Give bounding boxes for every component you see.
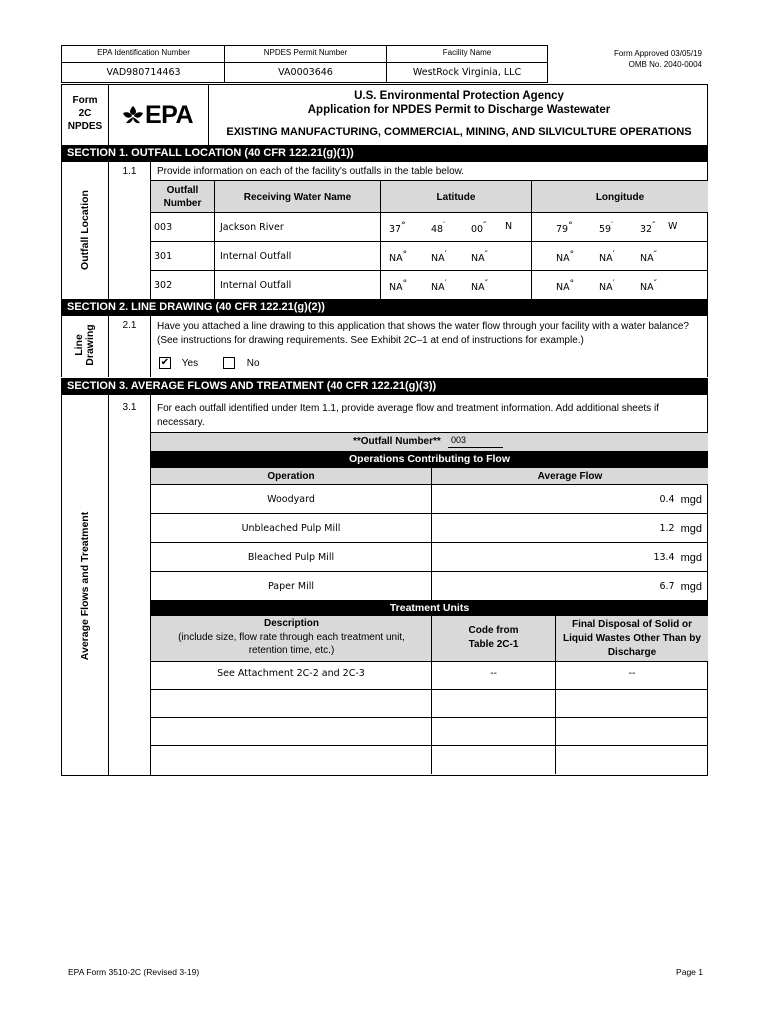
lat-minutes: [431, 279, 447, 293]
treatment-final-disposal[interactable]: [556, 746, 708, 774]
receiving-water-value[interactable]: Internal Outfall: [215, 242, 381, 271]
yes-label: Yes: [181, 357, 199, 369]
average-flow-value: 1.2: [659, 523, 675, 534]
col-latitude: Latitude: [381, 181, 532, 213]
epa-logo: [109, 85, 209, 145]
operations-bar: Operations Contributing to Flow: [151, 451, 708, 468]
lon-seconds-unit: ″: [653, 279, 657, 289]
lon-degrees-value: 79: [556, 224, 569, 236]
receiving-water-value[interactable]: Jackson River: [215, 213, 381, 242]
lat-degrees-value: NA: [389, 282, 403, 294]
form-type: NPDES: [67, 121, 103, 132]
lat-seconds: [471, 250, 488, 264]
lon-minutes: [599, 250, 615, 264]
lon-seconds-value: 32: [640, 224, 653, 236]
npdes-value: VA0003646: [278, 67, 333, 78]
average-flow-value: 13.4: [653, 552, 675, 563]
form-word: Form: [72, 95, 98, 106]
lon-minutes-value: NA: [599, 253, 613, 265]
section3-side: [62, 395, 109, 775]
outfall-number-value[interactable]: 003: [151, 213, 215, 242]
average-flow-value: 6.7: [659, 581, 675, 592]
longitude-cell[interactable]: [532, 271, 708, 300]
form-approved: Form Approved 03/05/19: [613, 49, 702, 58]
application-title: Application for NPDES Permit to Discharge Wastewater: [307, 104, 611, 116]
lon-seconds: [640, 250, 657, 264]
section1-side: [62, 162, 109, 299]
treatment-row: [151, 718, 708, 746]
facility-value: WestRock Virginia, LLC: [412, 67, 522, 78]
treatment-table: [151, 616, 708, 775]
lat-minutes: [431, 221, 445, 235]
col-operation: Operation: [151, 468, 432, 485]
lat-seconds-value: NA: [471, 253, 485, 265]
item-3-1: 3.1: [122, 402, 137, 413]
lat-minutes: [431, 250, 447, 264]
lon-degrees-value: NA: [556, 282, 570, 294]
lat-seconds: [471, 279, 488, 293]
lat-degrees-value: NA: [389, 253, 403, 265]
facility-label: Facility Name: [442, 48, 492, 57]
agency-title: U.S. Environmental Protection Agency: [354, 90, 564, 102]
section2-question: Have you attached a line drawing to this application that shows the water flow through your facility with a water balance? (See instructions for drawing requirements. See Exhibit 2C–1 at end of instructions for example.): [157, 321, 689, 346]
latitude-cell[interactable]: [381, 213, 532, 242]
col-longitude: Longitude: [595, 191, 645, 203]
outfall-row: [151, 271, 708, 300]
col-description-title: Description: [263, 618, 319, 629]
col-code: [432, 616, 556, 662]
col-outfall-number: Outfall Number: [151, 181, 215, 213]
lat-hemisphere: [505, 221, 512, 232]
treatment-code[interactable]: [432, 718, 556, 746]
lat-degrees: [389, 221, 406, 235]
epa-logo-text: EPA: [145, 101, 194, 129]
col-average-flow: Average Flow: [537, 471, 603, 482]
operation-row: [151, 485, 708, 514]
average-flow-cell[interactable]: [432, 572, 708, 601]
yes-checkbox[interactable]: ✔: [160, 357, 170, 368]
outfall-row: [151, 213, 708, 242]
treatment-row: [151, 690, 708, 718]
lat-minutes-value: NA: [431, 253, 445, 265]
treatment-code[interactable]: --: [432, 662, 556, 690]
lon-minutes: [599, 279, 615, 293]
lon-minutes-value: 59: [599, 224, 612, 236]
longitude-cell[interactable]: [532, 213, 708, 242]
treatment-code[interactable]: [432, 690, 556, 718]
receiving-water-value[interactable]: Internal Outfall: [215, 271, 381, 300]
npdes-cell: [225, 46, 387, 82]
section1-title: SECTION 1. OUTFALL LOCATION (40 CFR 122.21(g)(1)): [61, 145, 708, 162]
epa-id-cell: [62, 46, 225, 82]
treatment-row: [151, 746, 708, 774]
lon-seconds-value: NA: [640, 253, 654, 265]
lon-hemisphere: [668, 221, 677, 232]
lon-degrees-value: NA: [556, 253, 570, 265]
lat-seconds-value: NA: [471, 282, 485, 294]
lon-seconds: [640, 279, 657, 293]
average-flow-unit: mgd: [680, 551, 702, 564]
lat-seconds-unit: ″: [484, 250, 488, 260]
lat-minutes-value: NA: [431, 282, 445, 294]
footer-page-number: Page 1: [676, 967, 703, 977]
lon-hemisphere-value: W: [668, 221, 678, 232]
lat-degrees: [389, 250, 407, 264]
treatment-description[interactable]: [151, 690, 432, 718]
longitude-cell[interactable]: [532, 242, 708, 271]
lat-hemisphere-value: N: [505, 221, 513, 232]
outfall-table: [151, 180, 708, 299]
col-description: [151, 616, 432, 662]
header-id-table: [61, 45, 548, 83]
form-id-box: [62, 85, 109, 145]
col-description-detail: (include size, flow rate through each treatment unit, retention time, etc.): [178, 632, 405, 656]
average-flow-cell[interactable]: [432, 485, 708, 514]
lon-minutes-unit: ′: [612, 250, 615, 260]
treatment-row: [151, 662, 708, 690]
treatment-code[interactable]: [432, 746, 556, 774]
omb-number: OMB No. 2040-0004: [628, 60, 702, 69]
lat-minutes-unit: ′: [443, 221, 446, 231]
line-drawing-label: [74, 314, 96, 376]
lon-minutes: [599, 221, 613, 235]
outfall-location-label: Outfall Location: [79, 190, 91, 270]
col-code-line2: Table 2C-1: [468, 639, 519, 650]
lon-degrees: [556, 221, 573, 235]
treatment-bar: Treatment Units: [151, 600, 708, 616]
lon-degrees: [556, 279, 574, 293]
average-flow-cell[interactable]: [432, 543, 708, 572]
item-1-1: 1.1: [122, 166, 137, 177]
lon-seconds: [640, 221, 655, 235]
npdes-label: NPDES Permit Number: [263, 48, 348, 57]
latitude-cell[interactable]: [381, 242, 532, 271]
average-flow-unit: mgd: [680, 522, 702, 535]
outfall-number-row: [151, 432, 708, 451]
epa-flower-icon: [121, 104, 145, 126]
lat-minutes-unit: ′: [444, 250, 447, 260]
operation-name[interactable]: Paper Mill: [151, 572, 432, 601]
lon-degrees-unit: °: [569, 279, 575, 289]
treatment-final-disposal[interactable]: [556, 718, 708, 746]
outfall-row: [151, 242, 708, 271]
form-number: 2C: [78, 108, 92, 119]
lon-seconds-unit: ″: [653, 250, 657, 260]
operation-name[interactable]: Unbleached Pulp Mill: [151, 514, 432, 543]
treatment-description[interactable]: [151, 718, 432, 746]
lon-minutes-unit: ′: [612, 279, 615, 289]
epa-id-label: EPA Identification Number: [97, 48, 190, 57]
yes-option[interactable]: [159, 357, 198, 369]
latitude-cell[interactable]: [381, 271, 532, 300]
lon-seconds-unit: ″: [652, 221, 656, 231]
col-code-line1: Code from: [468, 625, 519, 636]
section3-instruction: For each outfall identified under Item 1.1, provide average flow and treatment information. Add additional sheets if necessary.: [157, 403, 659, 428]
lat-seconds-unit: ″: [483, 221, 487, 231]
lon-degrees-unit: °: [568, 221, 573, 231]
facility-cell: [387, 46, 547, 82]
col-receiving-water: Receiving Water Name: [215, 181, 381, 213]
operation-name[interactable]: Woodyard: [151, 485, 432, 514]
outfall-number-label: **Outfall Number**: [353, 436, 441, 447]
section2-title: SECTION 2. LINE DRAWING (40 CFR 122.21(g)(2)): [61, 299, 708, 316]
lon-degrees-unit: °: [569, 250, 575, 260]
section2-body: [61, 316, 708, 377]
lon-degrees: [556, 250, 574, 264]
average-flow-cell[interactable]: [432, 514, 708, 543]
outfall-number-input[interactable]: 003: [448, 435, 503, 448]
lat-minutes-value: 48: [431, 224, 444, 236]
section3-title: SECTION 3. AVERAGE FLOWS AND TREATMENT (40 CFR 122.21(g)(3)): [61, 378, 708, 395]
line-drawing-label-2: Drawing: [84, 324, 96, 366]
average-flow-unit: mgd: [680, 580, 702, 593]
lat-degrees-unit: °: [402, 279, 408, 289]
average-flow-unit: mgd: [680, 493, 702, 506]
no-label: No: [246, 357, 260, 369]
treatment-final-disposal[interactable]: --: [628, 668, 636, 679]
avg-flows-label: Average Flows and Treatment: [79, 511, 91, 661]
treatment-description[interactable]: [151, 746, 432, 774]
section1-instruction: Provide information on each of the facility's outfalls in the table below.: [157, 166, 465, 177]
lon-minutes-unit: ′: [611, 221, 614, 231]
footer-form-id: EPA Form 3510-2C (Revised 3-19): [68, 967, 200, 977]
section3-item-col: [109, 395, 151, 775]
section1-item-col: [109, 162, 151, 299]
lat-degrees-value: 37: [389, 224, 402, 236]
section2-item-col: [109, 316, 151, 377]
epa-id-value: VAD980714463: [106, 67, 181, 78]
line-drawing-label-1: Line: [73, 334, 85, 356]
section3-body: [61, 395, 708, 776]
outfall-number-value[interactable]: 301: [151, 242, 215, 271]
treatment-description[interactable]: See Attachment 2C-2 and 2C-3: [151, 662, 432, 690]
lat-seconds-value: 00: [471, 224, 484, 236]
form-subtitle: EXISTING MANUFACTURING, COMMERCIAL, MINING, AND SILVICULTURE OPERATIONS: [226, 126, 692, 138]
lat-degrees-unit: °: [402, 250, 408, 260]
col-final-disposal: Final Disposal of Solid or Liquid Wastes Other Than by Discharge: [563, 619, 701, 658]
lat-minutes-unit: ′: [444, 279, 447, 289]
item-2-1: 2.1: [122, 320, 137, 331]
lat-degrees: [389, 279, 407, 293]
no-option[interactable]: [223, 357, 260, 369]
section2-side: [62, 316, 109, 377]
average-flow-value: 0.4: [659, 494, 675, 505]
lat-seconds: [471, 221, 486, 235]
lat-degrees-unit: °: [401, 221, 406, 231]
outfall-number-value[interactable]: 302: [151, 271, 215, 300]
lon-minutes-value: NA: [599, 282, 613, 294]
operation-row: [151, 514, 708, 543]
no-checkbox[interactable]: [223, 357, 235, 369]
title-block: [61, 84, 708, 145]
operations-table: [151, 468, 708, 600]
section1-body: [61, 162, 708, 299]
lon-seconds-value: NA: [640, 282, 654, 294]
lat-seconds-unit: ″: [484, 279, 488, 289]
operation-row: [151, 543, 708, 572]
operation-row: [151, 572, 708, 601]
treatment-final-disposal[interactable]: [556, 690, 708, 718]
operation-name[interactable]: Bleached Pulp Mill: [151, 543, 432, 572]
